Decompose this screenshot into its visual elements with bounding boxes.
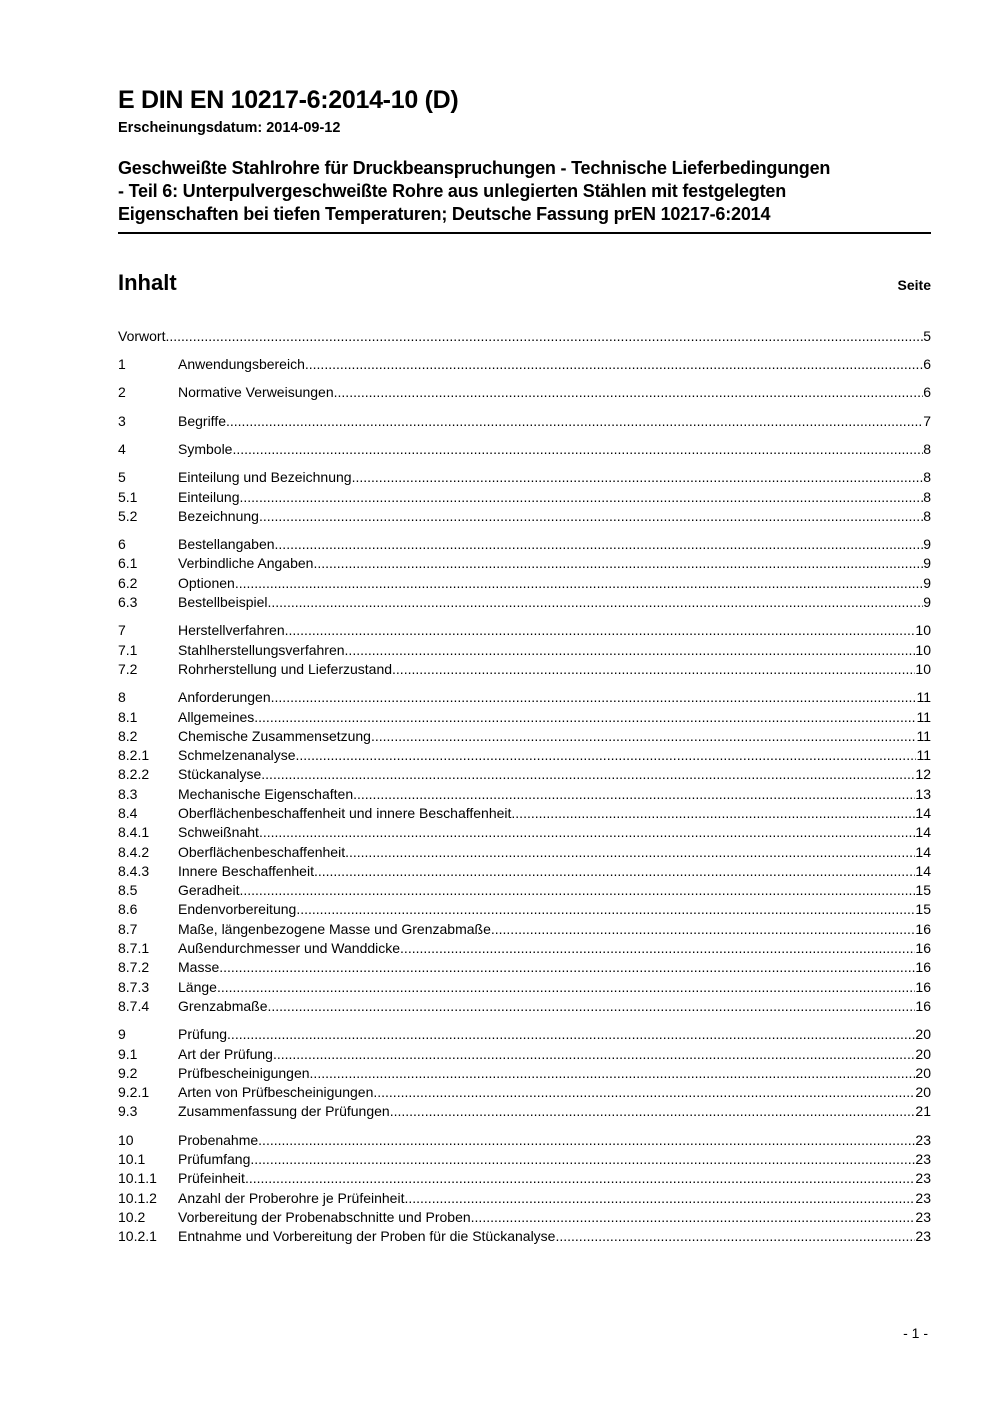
toc-entry-label: Herstellverfahren: [178, 622, 285, 639]
toc-entry-label: Anwendungsbereich: [178, 356, 305, 373]
toc-leader-dots: [259, 823, 915, 842]
toc-row: [118, 1064, 931, 1083]
toc-row: [118, 997, 931, 1016]
toc-entry-label: Masse: [178, 959, 220, 976]
toc-entry-number: 8.2.1: [118, 747, 150, 764]
toc-row: [118, 1025, 931, 1044]
toc-entry-page: 9: [923, 555, 931, 572]
toc-entry-page: 23: [915, 1228, 931, 1245]
toc-entry-page: 11: [916, 708, 931, 725]
toc-leader-dots: [555, 1227, 915, 1246]
toc-row: [118, 660, 931, 679]
toc-entry-page: 23: [915, 1131, 931, 1148]
toc-row: [118, 746, 931, 765]
toc-entry-label: Prüfumfang: [178, 1151, 251, 1168]
toc-leader-dots: [471, 1208, 916, 1227]
toc-group: [118, 412, 931, 431]
toc-entry-number: 10.2.1: [118, 1228, 157, 1245]
toc-entry-number: 8.4.1: [118, 824, 150, 841]
toc-entry-label: Maße, längenbezogene Masse und Grenzabmaße: [178, 920, 491, 937]
title-separator-line: [118, 232, 931, 234]
toc-entry-page: 11: [916, 689, 931, 706]
toc-entry-number: 9.2: [118, 1064, 138, 1081]
footer-page-number: - 1 -: [903, 1325, 928, 1341]
toc-entry-page: 8: [923, 469, 931, 486]
toc-entry-label: Anforderungen: [178, 689, 271, 706]
toc-row: [118, 1169, 931, 1188]
toc-leader-dots: [352, 468, 924, 487]
toc-leader-dots: [390, 1102, 916, 1121]
toc-entry-number: 10.2: [118, 1208, 146, 1225]
toc-leader-dots: [345, 843, 915, 862]
toc-entry-label: Prüfung: [178, 1026, 228, 1043]
toc-entry-page: 8: [923, 488, 931, 505]
toc-leader-dots: [285, 621, 916, 640]
toc-entry-page: 11: [916, 727, 931, 744]
toc-leader-dots: [314, 862, 915, 881]
toc-entry-label: Schweißnaht: [178, 824, 259, 841]
toc-group: [118, 535, 931, 612]
toc-entry-number: 6.3: [118, 594, 138, 611]
toc-entry-label: Bestellbeispiel: [178, 594, 268, 611]
toc-leader-dots: [334, 383, 924, 402]
toc-row: [118, 1131, 931, 1150]
toc-heading: Inhalt: [118, 269, 177, 295]
toc-row: [118, 1150, 931, 1169]
toc-entry-number: 9.3: [118, 1103, 138, 1120]
toc-row: [118, 688, 931, 707]
toc-leader-dots: [259, 507, 923, 526]
toc-entry-label: Schmelzenanalyse: [178, 747, 296, 764]
toc-leader-dots: [275, 535, 924, 554]
toc-entry-number: 8: [118, 689, 126, 706]
toc-entry-number: 7: [118, 622, 126, 639]
toc-entry-label: Anzahl der Proberohre je Prüfeinheit: [178, 1189, 405, 1206]
toc-entry-label: Grenzabmaße: [178, 997, 268, 1014]
toc-row: [118, 554, 931, 573]
toc-row: [118, 621, 931, 640]
page-content: [118, 86, 931, 1256]
document-code-heading: E DIN EN 10217-6:2014-10 (D): [118, 86, 459, 114]
toc-entry-number: 8.1: [118, 708, 138, 725]
toc-leader-dots: [217, 978, 915, 997]
toc-entry-label: Mechanische Eigenschaften: [178, 785, 354, 802]
toc-entry-label: Art der Prüfung: [178, 1045, 273, 1062]
toc-entry-label: Prüfbescheinigungen: [178, 1064, 310, 1081]
toc-leader-dots: [392, 660, 915, 679]
toc-leader-dots: [219, 958, 915, 977]
toc-row: [118, 383, 931, 402]
toc-entry-label: Symbole: [178, 440, 233, 457]
toc-leader-dots: [353, 785, 915, 804]
toc-entry-label: Einteilung und Bezeichnung: [178, 469, 352, 486]
toc-entry-page: 10: [915, 622, 931, 639]
toc-leader-dots: [239, 881, 915, 900]
toc-group: [118, 1131, 931, 1247]
toc-entry-page: 7: [923, 412, 931, 429]
toc-group: [118, 1025, 931, 1121]
toc-entry-number: 8.4.2: [118, 843, 150, 860]
toc-entry-label: Endenvorbereitung: [178, 901, 297, 918]
toc-leader-dots: [511, 804, 915, 823]
toc-entry-page: 14: [915, 862, 931, 879]
toc-leader-dots: [404, 1189, 915, 1208]
toc-row: [118, 574, 931, 593]
toc-row: [118, 535, 931, 554]
toc-row: [118, 978, 931, 997]
toc-entry-label: Einteilung: [178, 488, 240, 505]
toc-entry-number: 8.7.3: [118, 978, 150, 995]
toc-entry-number: 8.7: [118, 920, 138, 937]
toc: [118, 327, 931, 1247]
toc-leader-dots: [313, 554, 923, 573]
toc-entry-number: 1: [118, 356, 126, 373]
toc-row: [118, 488, 931, 507]
toc-entry-page: 8: [923, 440, 931, 457]
toc-entry-number: 8.4: [118, 804, 138, 821]
toc-row: [118, 355, 931, 374]
toc-row: [118, 1083, 931, 1102]
toc-entry-number: 8.7.4: [118, 997, 150, 1014]
toc-entry-label: Geradheit: [178, 882, 240, 899]
toc-leader-dots: [261, 765, 915, 784]
toc-entry-page: 16: [915, 959, 931, 976]
toc-leader-dots: [267, 997, 915, 1016]
toc-row: [118, 468, 931, 487]
toc-header: [118, 270, 931, 296]
toc-row: [118, 939, 931, 958]
toc-row: [118, 785, 931, 804]
toc-entry-label: Chemische Zusammensetzung: [178, 727, 371, 744]
toc-entry-page: 20: [915, 1026, 931, 1043]
toc-leader-dots: [250, 1150, 915, 1169]
toc-leader-dots: [271, 688, 917, 707]
toc-leader-dots: [305, 355, 923, 374]
toc-row: [118, 440, 931, 459]
toc-entry-number: 6.2: [118, 574, 138, 591]
toc-entry-page: 16: [915, 997, 931, 1014]
toc-entry-label: Vorbereitung der Probenabschnitte und Proben: [178, 1208, 471, 1225]
toc-leader-dots: [165, 327, 923, 346]
toc-entry-number: 2: [118, 384, 126, 401]
toc-row: [118, 862, 931, 881]
toc-row: [118, 958, 931, 977]
toc-leader-dots: [345, 641, 916, 660]
toc-row: [118, 641, 931, 660]
toc-entry-number: 8.5: [118, 882, 138, 899]
toc-row: [118, 920, 931, 939]
document-title-line-2: - Teil 6: Unterpulvergeschweißte Rohre aus unlegierten Stählen mit festgelegten: [118, 180, 787, 201]
toc-row: [118, 900, 931, 919]
toc-entry-label: Bezeichnung: [178, 507, 259, 524]
toc-group: [118, 383, 931, 402]
toc-entry-label: Normative Verweisungen: [178, 384, 334, 401]
toc-entry-page: 21: [915, 1103, 931, 1120]
toc-row: [118, 327, 931, 346]
toc-entry-page: 14: [915, 804, 931, 821]
toc-entry-label: Länge: [178, 978, 217, 995]
toc-entry-label: Stahlherstellungsverfahren: [178, 641, 345, 658]
toc-entry-page: 8: [923, 507, 931, 524]
toc-row: [118, 1102, 931, 1121]
toc-entry-label: Allgemeines: [178, 708, 255, 725]
toc-page-column-label: Seite: [897, 276, 931, 293]
toc-row: [118, 843, 931, 862]
toc-entry-label: Innere Beschaffenheit: [178, 862, 314, 879]
toc-group: [118, 355, 931, 374]
toc-entry-page: 16: [915, 978, 931, 995]
toc-entry-page: 9: [923, 594, 931, 611]
toc-leader-dots: [310, 1064, 916, 1083]
toc-leader-dots: [235, 574, 923, 593]
document-title: [118, 157, 931, 226]
toc-leader-dots: [227, 1025, 915, 1044]
toc-row: [118, 765, 931, 784]
toc-entry-page: 12: [915, 766, 931, 783]
toc-entry-label: Zusammenfassung der Prüfungen: [178, 1103, 390, 1120]
toc-entry-label: Arten von Prüfbescheinigungen: [178, 1084, 374, 1101]
toc-entry-label: Verbindliche Angaben: [178, 555, 314, 572]
document-title-line-1: Geschweißte Stahlrohre für Druckbeanspruchungen - Technische Lieferbedingungen: [118, 157, 831, 178]
toc-entry-number: 10: [118, 1131, 134, 1148]
toc-entry-label: Prüfeinheit: [178, 1170, 245, 1187]
toc-leader-dots: [273, 1045, 915, 1064]
toc-entry-page: 23: [915, 1151, 931, 1168]
toc-entry-number: 5: [118, 469, 126, 486]
toc-row: [118, 1189, 931, 1208]
toc-entry-number: 9: [118, 1026, 126, 1043]
toc-entry-page: 16: [915, 920, 931, 937]
toc-entry-number: 5.2: [118, 507, 138, 524]
toc-group: [118, 688, 931, 1016]
toc-entry-page: 9: [923, 536, 931, 553]
toc-entry-page: 23: [915, 1189, 931, 1206]
toc-leader-dots: [268, 593, 924, 612]
toc-entry-number: 3: [118, 412, 126, 429]
toc-entry-label: Stückanalyse: [178, 766, 262, 783]
toc-entry-label: Oberflächenbeschaffenheit: [178, 843, 346, 860]
toc-entry-number: 10.1.2: [118, 1189, 157, 1206]
toc-row: [118, 593, 931, 612]
toc-entry-number: 7.2: [118, 660, 138, 677]
toc-group: [118, 440, 931, 459]
toc-entry-label: Vorwort: [118, 327, 166, 344]
toc-entry-number: 8.6: [118, 901, 138, 918]
toc-entry-number: 8.4.3: [118, 862, 150, 879]
toc-row: [118, 804, 931, 823]
toc-entry-page: 14: [915, 824, 931, 841]
toc-entry-number: 8.2.2: [118, 766, 150, 783]
toc-leader-dots: [254, 708, 916, 727]
toc-leader-dots: [245, 1169, 915, 1188]
toc-leader-dots: [400, 939, 915, 958]
toc-entry-page: 20: [915, 1064, 931, 1081]
toc-row: [118, 1208, 931, 1227]
toc-entry-page: 9: [923, 574, 931, 591]
toc-leader-dots: [232, 440, 923, 459]
toc-leader-dots: [371, 727, 916, 746]
toc-leader-dots: [240, 488, 924, 507]
toc-entry-page: 5: [923, 327, 931, 344]
toc-row: [118, 881, 931, 900]
toc-entry-number: 7.1: [118, 641, 138, 658]
toc-entry-label: Optionen: [178, 574, 235, 591]
toc-entry-label: Probenahme: [178, 1131, 259, 1148]
toc-leader-dots: [296, 900, 915, 919]
toc-leader-dots: [296, 746, 917, 765]
toc-entry-label: Begriffe: [178, 412, 226, 429]
toc-entry-label: Rohrherstellung und Lieferzustand: [178, 660, 393, 677]
toc-row: [118, 412, 931, 431]
toc-entry-number: 10.1: [118, 1151, 146, 1168]
toc-entry-page: 10: [915, 641, 931, 658]
toc-row: [118, 507, 931, 526]
toc-entry-page: 15: [915, 901, 931, 918]
toc-entry-number: 9.2.1: [118, 1084, 150, 1101]
toc-entry-page: 20: [915, 1084, 931, 1101]
toc-row: [118, 1045, 931, 1064]
toc-entry-number: 8.7.2: [118, 959, 150, 976]
publication-date: Erscheinungsdatum: 2014-09-12: [118, 119, 341, 136]
toc-entry-page: 15: [915, 882, 931, 899]
toc-entry-page: 14: [915, 843, 931, 860]
toc-entry-label: Entnahme und Vorbereitung der Proben für die Stückanalyse: [178, 1228, 556, 1245]
toc-entry-page: 11: [916, 747, 931, 764]
toc-row: [118, 708, 931, 727]
toc-row: [118, 727, 931, 746]
toc-row: [118, 823, 931, 842]
toc-entry-page: 10: [915, 660, 931, 677]
toc-entry-number: 10.1.1: [118, 1170, 157, 1187]
toc-entry-page: 23: [915, 1208, 931, 1225]
toc-entry-number: 6.1: [118, 555, 138, 572]
toc-entry-number: 8.3: [118, 785, 138, 802]
toc-entry-page: 20: [915, 1045, 931, 1062]
toc-entry-number: 4: [118, 440, 126, 457]
toc-entry-page: 23: [915, 1170, 931, 1187]
toc-leader-dots: [258, 1131, 915, 1150]
toc-leader-dots: [491, 920, 916, 939]
toc-entry-page: 6: [923, 356, 931, 373]
toc-row: [118, 1227, 931, 1246]
toc-group: [118, 468, 931, 526]
toc-entry-number: 8.2: [118, 727, 138, 744]
toc-group: [118, 327, 931, 346]
toc-entry-label: Oberflächenbeschaffenheit und innere Beschaffenheit: [178, 804, 512, 821]
toc-leader-dots: [226, 412, 923, 431]
document-title-line-3: Eigenschaften bei tiefen Temperaturen; Deutsche Fassung prEN 10217-6:2014: [118, 203, 771, 224]
toc-leader-dots: [373, 1083, 915, 1102]
toc-entry-label: Bestellangaben: [178, 536, 275, 553]
toc-entry-page: 16: [915, 940, 931, 957]
toc-entry-page: 13: [915, 785, 931, 802]
toc-entry-number: 8.7.1: [118, 940, 150, 957]
toc-entry-page: 6: [923, 384, 931, 401]
toc-entry-number: 6: [118, 536, 126, 553]
toc-group: [118, 621, 931, 679]
toc-entry-label: Außendurchmesser und Wanddicke: [178, 940, 401, 957]
toc-entry-number: 9.1: [118, 1045, 138, 1062]
toc-entry-number: 5.1: [118, 488, 138, 505]
